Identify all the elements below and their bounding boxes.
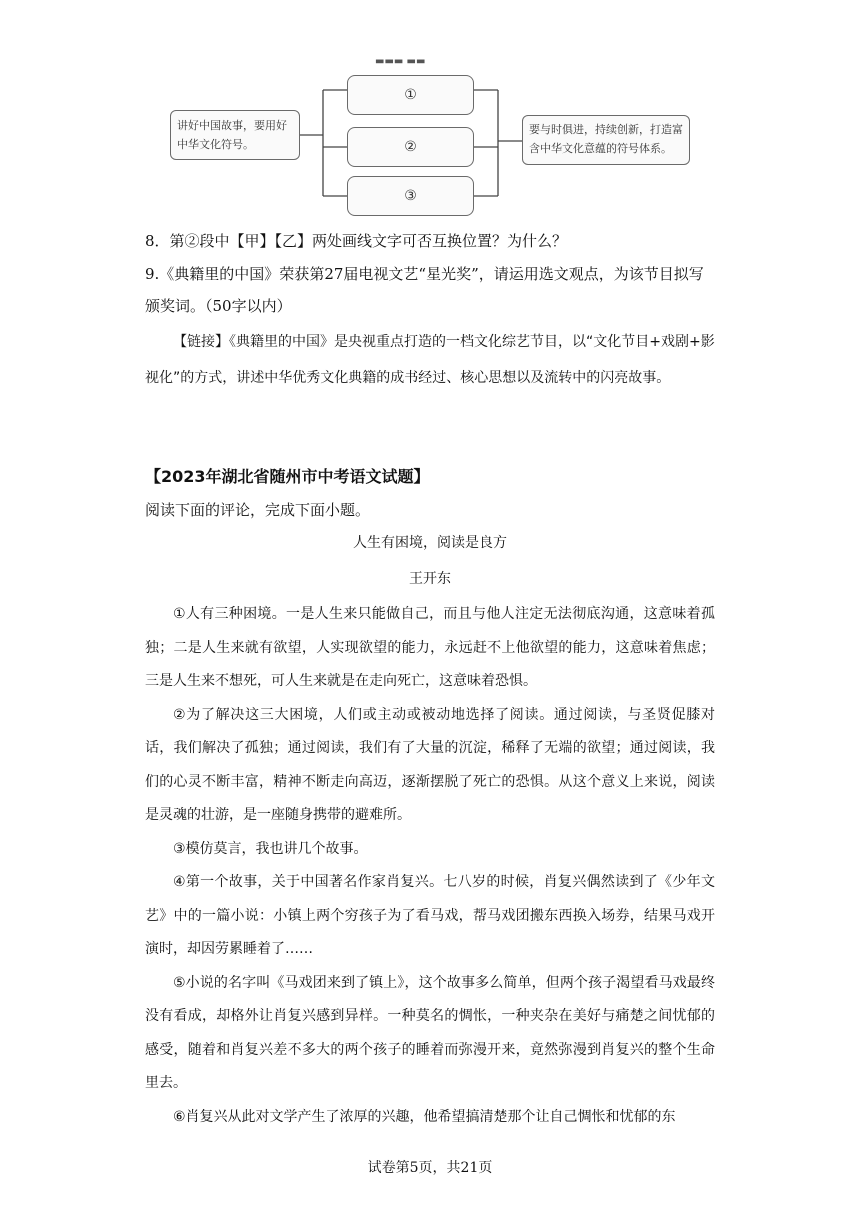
article-paragraph-2: ②为了解决这三大困境，人们或主动或被动地选择了阅读。通过阅读，与圣贤促膝对话，我们解决了孤独；通过阅读，我们有了大量的沉淀，稀释了无端的欲望；通过阅读，我们的心灵不断丰富，精神不断走向高迈，逐渐摆脱了死亡的恐惧。从这个意义上来说，阅读是灵魂的壮游，是一座随身携带的避难所。 (145, 706, 715, 823)
diagram-middle-box-1: ① (347, 75, 474, 115)
link-note-text: 【链接】《典籍里的中国》是央视重点打造的一档文化综艺节目，以“文化节目+戏剧+影视化”的方式，讲述中华优秀文化典籍的成书经过、核心思想以及流转中的闪亮故事。 (145, 334, 715, 386)
diagram-middle-box-3: ③ (347, 176, 474, 216)
diagram-cropped-heading: ▬▬▬ ▬▬ (375, 57, 426, 67)
article-paragraph-3: ③模仿莫言，我也讲几个故事。 (173, 840, 368, 857)
article-body (145, 598, 715, 1134)
section-title: 【2023年湖北省随州市中考语文试题】 (145, 467, 430, 486)
page-footer: 试卷第5页，共21页 (367, 1160, 493, 1176)
diagram-middle-box-2: ② (347, 127, 474, 167)
diagram-left-box: 讲好中国故事，要用好中华文化符号。 (170, 110, 300, 160)
diagram-right-box: 要与时俱进，持续创新，打造富含中华文化意蕴的符号体系。 (522, 115, 690, 165)
mind-map-diagram (165, 55, 705, 220)
article-paragraph-5: ⑤小说的名字叫《马戏团来到了镇上》，这个故事多么简单，但两个孩子渴望看马戏最终没有看成，却格外让肖复兴感到异样。一种莫名的惆怅，一种夹杂在美好与痛楚之间忧郁的感受，随着和肖复兴差不多大的两个孩子的睡着而弥漫开来，竟然弥漫到肖复兴的整个生命里去。 (145, 974, 715, 1091)
question-8: 8．第②段中【甲】【乙】两处画线文字可否互换位置？为什么？ (145, 232, 568, 250)
link-note (145, 324, 715, 396)
article-author: 王开东 (409, 571, 451, 587)
article-title: 人生有困境，阅读是良方 (353, 535, 507, 551)
section-instruction: 阅读下面的评论，完成下面小题。 (145, 501, 371, 519)
article-paragraph-6: ⑥肖复兴从此对文学产生了浓厚的兴趣，他希望搞清楚那个让自己惆怅和忧郁的东 (173, 1108, 676, 1125)
question-9-line1: 9.《典籍里的中国》荣获第27届电视文艺“星光奖”，请运用选文观点，为该节目拟写 (145, 265, 704, 283)
article-paragraph-4: ④第一个故事，关于中国著名作家肖复兴。七八岁的时候，肖复兴偶然读到了《少年文艺》中的一篇小说：小镇上两个穷孩子为了看马戏，帮马戏团搬东西换入场券，结果马戏开演时，却因劳累睡着了…… (145, 874, 715, 957)
question-9-line2: 颁奖词。（50字以内） (145, 297, 292, 315)
article-paragraph-1: ①人有三种困境。一是人生来只能做自己，而且与他人注定无法彻底沟通，这意味着孤独；二是人生来就有欲望，人实现欲望的能力，永远赶不上他欲望的能力，这意味着焦虑；三是人生来不想死，可人生来就是在走向死亡，这意味着恐惧。 (145, 606, 715, 689)
